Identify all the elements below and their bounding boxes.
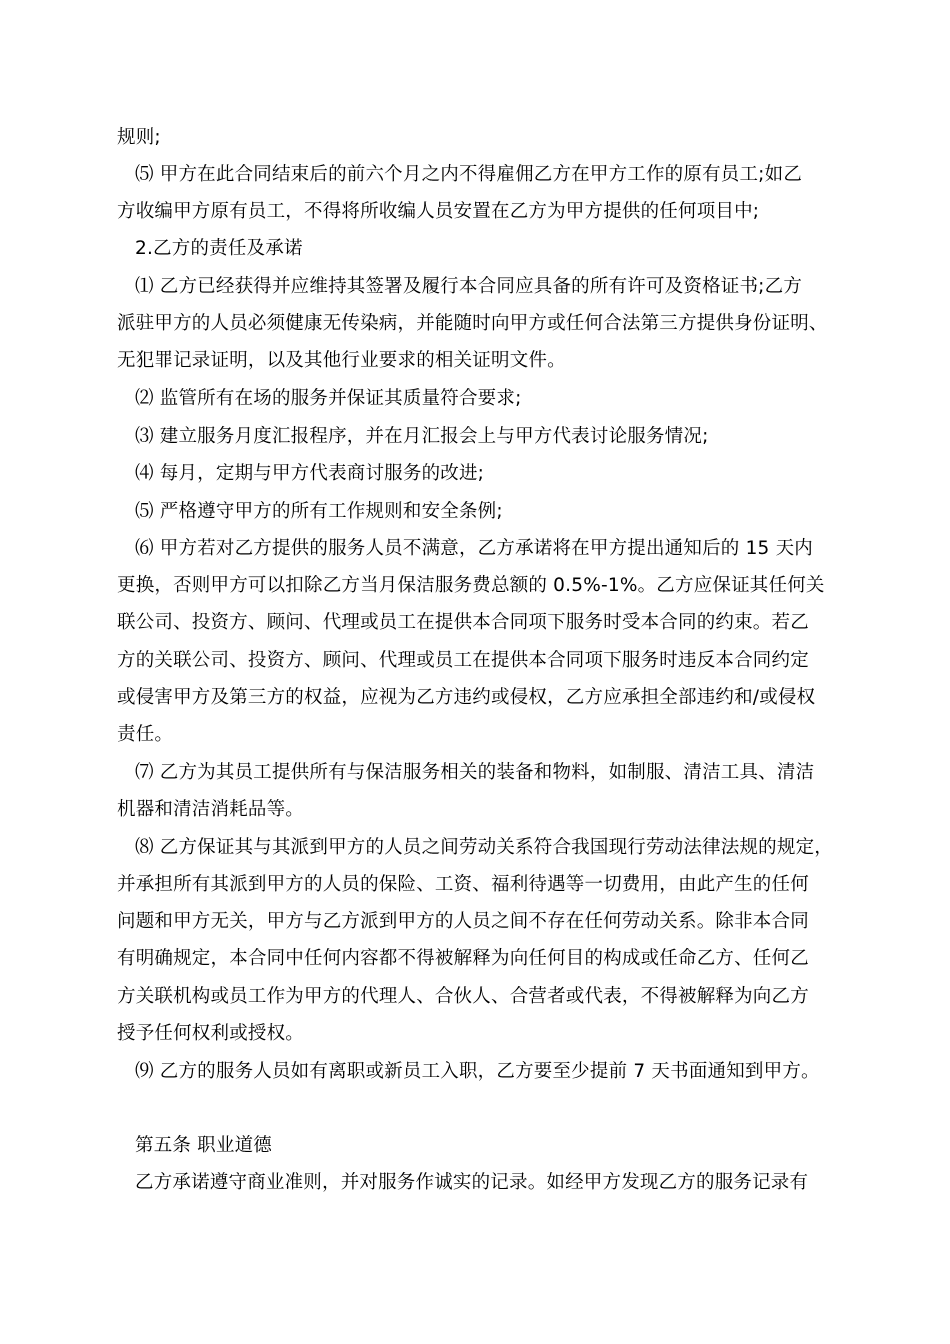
text-line: 授予任何权利或授权。 xyxy=(117,1023,305,1044)
text-line: ⑼ 乙方的服务人员如有离职或新员工入职，乙方要至少提前 7 天书面通知到甲方。 xyxy=(135,1061,820,1082)
text-line: ⑺ 乙方为其员工提供所有与保洁服务相关的装备和物料，如制服、清洁工具、清洁 xyxy=(135,762,815,783)
text-line: ⑶ 建立服务月度汇报程序，并在月汇报会上与甲方代表讨论服务情况; xyxy=(135,426,709,447)
text-line: ⑷ 每月，定期与甲方代表商讨服务的改进; xyxy=(135,463,485,484)
text-line: ⑻ 乙方保证其与其派到甲方的人员之间劳动关系符合我国现行劳动法律法规的规定， xyxy=(135,837,833,858)
text-line: ⑵ 监管所有在场的服务并保证其质量符合要求; xyxy=(135,388,522,409)
text-line: ⑸ 甲方在此合同结束后的前六个月之内不得雇佣乙方在甲方工作的原有员工;如乙 xyxy=(135,164,803,185)
text-line: ⑹ 甲方若对乙方提供的服务人员不满意，乙方承诺将在甲方提出通知后的 15 天内 xyxy=(135,538,813,559)
text-line: 规则; xyxy=(117,127,161,148)
text-line: 方收编甲方原有员工，不得将所收编人员安置在乙方为甲方提供的任何项目中; xyxy=(117,201,760,222)
text-line: 乙方承诺遵守商业准则，并对服务作诚实的记录。如经甲方发现乙方的服务记录有 xyxy=(135,1172,809,1193)
text-line: 更换，否则甲方可以扣除乙方当月保洁服务费总额的 0.5%-1%。乙方应保证其任何关 xyxy=(117,575,825,596)
text-line: 方的关联公司、投资方、顾问、代理或员工在提供本合同项下服务时违反本合同约定 xyxy=(117,650,809,671)
text-line: 并承担所有其派到甲方的人员的保险、工资、福利待遇等一切费用，由此产生的任何 xyxy=(117,874,809,895)
text-line: 机器和清洁消耗品等。 xyxy=(117,799,305,820)
text-line: 有明确规定，本合同中任何内容都不得被解释为向任何目的构成或任命乙方、任何乙 xyxy=(117,948,809,969)
article-heading: 第五条 职业道德 xyxy=(135,1135,272,1156)
text-line: 问题和甲方无关，甲方与乙方派到甲方的人员之间不存在任何劳动关系。除非本合同 xyxy=(117,911,809,932)
text-line: 责任。 xyxy=(117,724,174,745)
text-line: 或侵害甲方及第三方的权益，应视为乙方违约或侵权，乙方应承担全部违约和/或侵权 xyxy=(117,687,816,708)
text-line: 方关联机构或员工作为甲方的代理人、合伙人、合营者或代表，不得被解释为向乙方 xyxy=(117,986,809,1007)
text-line: ⑸ 严格遵守甲方的所有工作规则和安全条例; xyxy=(135,501,503,522)
text-line: 派驻甲方的人员必须健康无传染病，并能随时向甲方或任何合法第三方提供身份证明、 xyxy=(117,313,828,334)
text-line: 无犯罪记录证明，以及其他行业要求的相关证明文件。 xyxy=(117,350,566,371)
text-line: 联公司、投资方、顾问、代理或员工在提供本合同项下服务时受本合同的约束。若乙 xyxy=(117,612,809,633)
section-heading: 2.乙方的责任及承诺 xyxy=(135,238,303,259)
text-line: ⑴ 乙方已经获得并应维持其签署及履行本合同应具备的所有许可及资格证书;乙方 xyxy=(135,276,803,297)
